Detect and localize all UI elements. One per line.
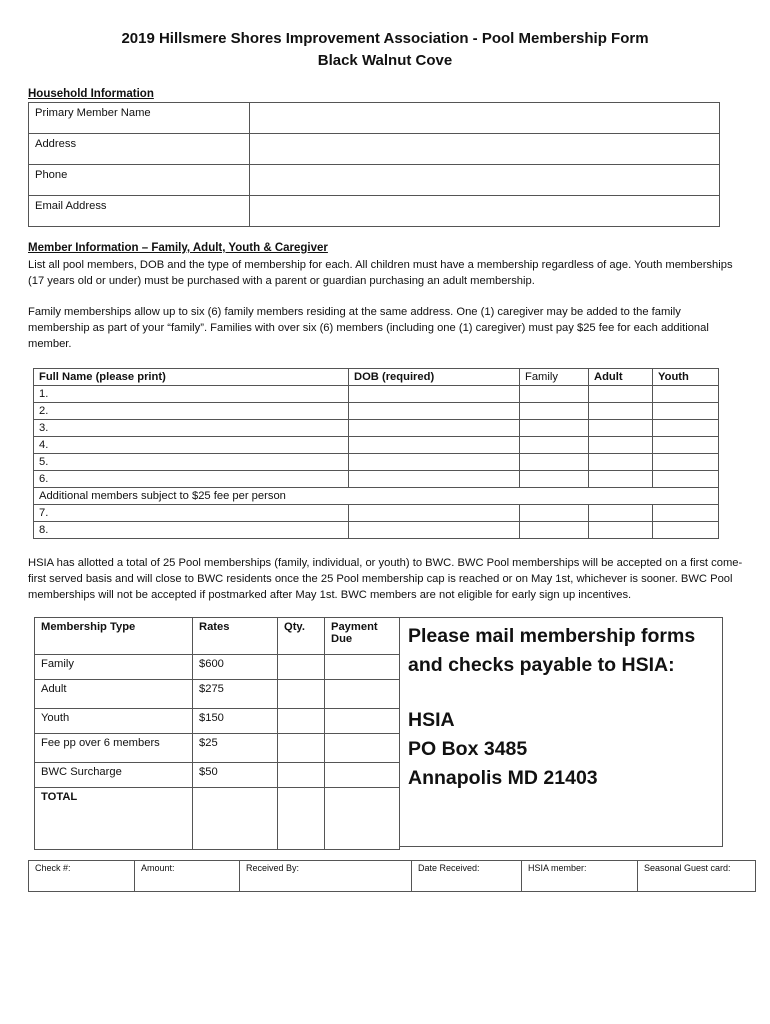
membership-rate-cell: $275 xyxy=(193,680,278,709)
member-dob-cell[interactable] xyxy=(349,505,520,522)
member-adult-cell[interactable] xyxy=(589,505,653,522)
household-row xyxy=(29,134,720,165)
member-family-cell[interactable] xyxy=(520,454,589,471)
member-dob-cell[interactable] xyxy=(349,420,520,437)
office-use-table xyxy=(28,860,756,892)
membership-header-row xyxy=(35,618,400,655)
member-adult-cell[interactable] xyxy=(589,522,653,539)
additional-members-note: Additional members subject to $25 fee per person xyxy=(34,488,719,505)
member-youth-cell[interactable] xyxy=(653,505,719,522)
col-payment-due: Payment Due xyxy=(325,618,400,655)
member-adult-cell[interactable] xyxy=(589,386,653,403)
member-youth-cell[interactable] xyxy=(653,386,719,403)
member-adult-cell[interactable] xyxy=(589,454,653,471)
payment-due-cell[interactable] xyxy=(325,709,400,734)
household-row xyxy=(29,196,720,227)
household-table xyxy=(28,102,720,227)
household-row xyxy=(29,165,720,196)
member-name-cell[interactable]: 4. xyxy=(34,437,349,454)
household-label: Phone xyxy=(29,165,250,196)
member-youth-cell[interactable] xyxy=(653,522,719,539)
member-family-cell[interactable] xyxy=(520,386,589,403)
address-field[interactable] xyxy=(250,134,720,165)
total-row[interactable] xyxy=(35,788,400,850)
member-dob-cell[interactable] xyxy=(349,403,520,420)
member-dob-cell[interactable] xyxy=(349,522,520,539)
member-family-cell[interactable] xyxy=(520,505,589,522)
form-title xyxy=(0,28,770,72)
member-name-cell[interactable]: 1. xyxy=(34,386,349,403)
payment-due-cell[interactable] xyxy=(325,680,400,709)
member-youth-cell[interactable] xyxy=(653,420,719,437)
membership-row[interactable] xyxy=(35,655,400,680)
hsia-member-cell[interactable]: HSIA member: xyxy=(522,861,638,892)
members-header-row xyxy=(34,369,719,386)
total-qty-cell[interactable] xyxy=(278,788,325,850)
membership-rate-cell: $25 xyxy=(193,734,278,763)
date-received-cell[interactable]: Date Received: xyxy=(412,861,522,892)
col-dob: DOB (required) xyxy=(349,369,520,386)
mail-instruction-line-2: and checks payable to HSIA: xyxy=(408,654,675,676)
member-row[interactable] xyxy=(34,454,719,471)
membership-rate-cell: $150 xyxy=(193,709,278,734)
membership-row[interactable] xyxy=(35,734,400,763)
membership-rate-cell: $600 xyxy=(193,655,278,680)
seasonal-guest-card-cell[interactable]: Seasonal Guest card: xyxy=(638,861,756,892)
member-adult-cell[interactable] xyxy=(589,403,653,420)
member-info-paragraph-2: Family memberships allow up to six (6) family members residing at the same address. One (1) caregiver may be added to the family membership as part of your “family”. Families with over six (6) members (including one (1) caregiver) must pay $25 fee for each additional member. xyxy=(28,306,709,350)
member-adult-cell[interactable] xyxy=(589,437,653,454)
membership-type-cell: Family xyxy=(35,655,193,680)
member-family-cell[interactable] xyxy=(520,403,589,420)
membership-type-cell: BWC Surcharge xyxy=(35,763,193,788)
member-info-paragraph-1: List all pool members, DOB and the type of membership for each. All children must have a membership regardless of age. Youth memberships (17 years old or under) must be purchased with a parent or guardian purchasing an adult membership. xyxy=(28,259,733,287)
mailing-instructions-box xyxy=(400,617,723,847)
member-adult-cell[interactable] xyxy=(589,420,653,437)
title-line-1: 2019 Hillsmere Shores Improvement Association - Pool Membership Form xyxy=(121,30,649,47)
member-row[interactable] xyxy=(34,420,719,437)
col-youth: Youth xyxy=(653,369,719,386)
total-payment-cell[interactable] xyxy=(325,788,400,850)
member-row[interactable] xyxy=(34,437,719,454)
membership-type-cell: Fee pp over 6 members xyxy=(35,734,193,763)
hsia-allotment-paragraph: HSIA has allotted a total of 25 Pool memberships (family, individual, or youth) to BWC. BWC Pool memberships will be accepted on a first come-first served basis and will close to BWC residents once the 25 Pool membership cap is reached or on May 1st, whichever is sooner. BWC Pool memberships will not be accepted if postmarked after May 1st. BWC members are not eligible for early sign up incentives. xyxy=(28,557,743,601)
member-adult-cell[interactable] xyxy=(589,471,653,488)
col-qty: Qty. xyxy=(278,618,325,655)
member-dob-cell[interactable] xyxy=(349,454,520,471)
member-row[interactable] xyxy=(34,505,719,522)
payment-due-cell[interactable] xyxy=(325,655,400,680)
amount-cell[interactable]: Amount: xyxy=(135,861,240,892)
col-family: Family xyxy=(520,369,589,386)
payment-due-cell[interactable] xyxy=(325,763,400,788)
membership-type-table xyxy=(34,617,400,850)
qty-cell[interactable] xyxy=(278,763,325,788)
member-row[interactable] xyxy=(34,403,719,420)
col-full-name: Full Name (please print) xyxy=(34,369,349,386)
member-family-cell[interactable] xyxy=(520,437,589,454)
email-field[interactable] xyxy=(250,196,720,227)
household-label: Primary Member Name xyxy=(29,103,250,134)
mail-address-po-box: PO Box 3485 xyxy=(408,738,528,760)
membership-row[interactable] xyxy=(35,709,400,734)
member-row[interactable] xyxy=(34,471,719,488)
col-adult: Adult xyxy=(589,369,653,386)
payment-due-cell[interactable] xyxy=(325,734,400,763)
member-dob-cell[interactable] xyxy=(349,386,520,403)
member-row[interactable] xyxy=(34,522,719,539)
mail-instruction-line-1: Please mail membership forms xyxy=(408,625,696,647)
title-line-2: Black Walnut Cove xyxy=(317,52,453,69)
additional-members-note-row xyxy=(34,488,719,505)
member-youth-cell[interactable] xyxy=(653,471,719,488)
member-youth-cell[interactable] xyxy=(653,403,719,420)
membership-row[interactable] xyxy=(35,680,400,709)
household-label: Address xyxy=(29,134,250,165)
household-row xyxy=(29,103,720,134)
member-dob-cell[interactable] xyxy=(349,471,520,488)
mail-address-city: Annapolis MD 21403 xyxy=(408,767,598,789)
member-name-cell[interactable]: 8. xyxy=(34,522,349,539)
member-name-cell[interactable]: 6. xyxy=(34,471,349,488)
total-label: TOTAL xyxy=(35,788,193,850)
member-dob-cell[interactable] xyxy=(349,437,520,454)
qty-cell[interactable] xyxy=(278,734,325,763)
member-family-cell[interactable] xyxy=(520,471,589,488)
membership-type-cell: Youth xyxy=(35,709,193,734)
primary-member-name-field[interactable] xyxy=(250,103,720,134)
member-name-cell[interactable]: 5. xyxy=(34,454,349,471)
member-info-heading: Member Information – Family, Adult, Youth & Caregiver xyxy=(28,242,328,254)
phone-field[interactable] xyxy=(250,165,720,196)
total-rate-cell xyxy=(193,788,278,850)
member-name-cell[interactable]: 3. xyxy=(34,420,349,437)
member-youth-cell[interactable] xyxy=(653,454,719,471)
member-family-cell[interactable] xyxy=(520,420,589,437)
received-by-cell[interactable]: Received By: xyxy=(240,861,412,892)
mail-address-name: HSIA xyxy=(408,709,455,731)
member-name-cell[interactable]: 2. xyxy=(34,403,349,420)
col-rates: Rates xyxy=(193,618,278,655)
member-name-cell[interactable]: 7. xyxy=(34,505,349,522)
member-family-cell[interactable] xyxy=(520,522,589,539)
membership-rate-cell: $50 xyxy=(193,763,278,788)
qty-cell[interactable] xyxy=(278,680,325,709)
household-label: Email Address xyxy=(29,196,250,227)
qty-cell[interactable] xyxy=(278,709,325,734)
membership-row[interactable] xyxy=(35,763,400,788)
household-heading: Household Information xyxy=(28,88,154,100)
col-membership-type: Membership Type xyxy=(35,618,193,655)
membership-type-cell: Adult xyxy=(35,680,193,709)
members-table xyxy=(33,368,719,539)
check-number-cell[interactable]: Check #: xyxy=(29,861,135,892)
office-use-row xyxy=(29,861,756,892)
member-youth-cell[interactable] xyxy=(653,437,719,454)
member-row[interactable] xyxy=(34,386,719,403)
qty-cell[interactable] xyxy=(278,655,325,680)
